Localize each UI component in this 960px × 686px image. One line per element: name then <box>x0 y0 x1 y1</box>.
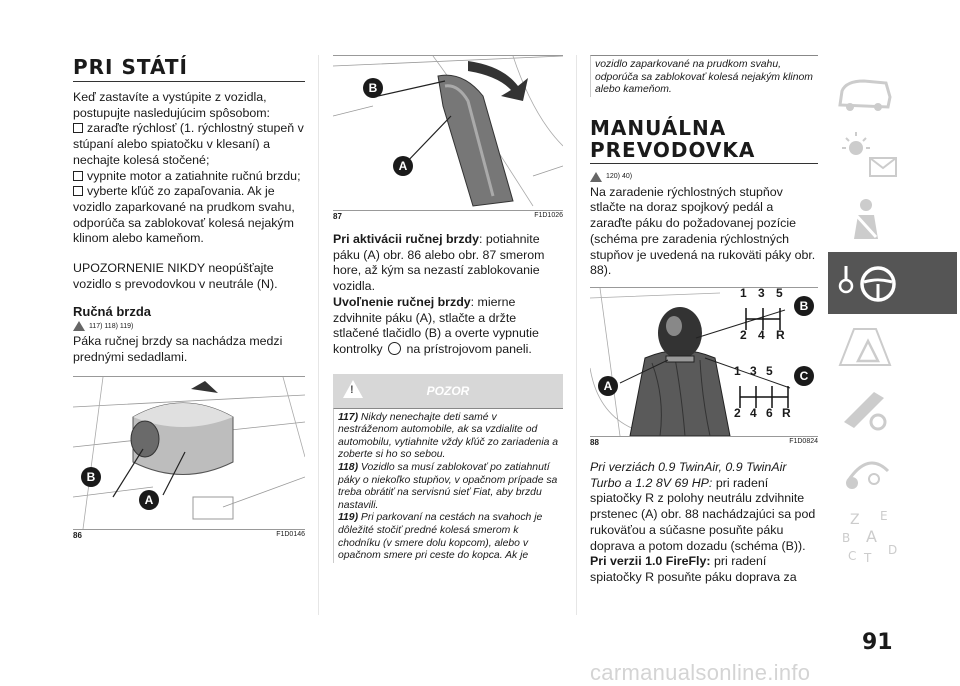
bullet-item: vypnite motor a zatiahnite ručnú brzdu; <box>73 169 305 185</box>
index-letters-icon <box>828 504 957 566</box>
warning-triangle-icon <box>73 321 85 331</box>
sidebar-tab-car-dashboard[interactable] <box>828 63 957 125</box>
sidebar-tab-maintenance[interactable] <box>828 378 957 440</box>
brake-warning-light-icon <box>388 342 401 355</box>
sidebar-tab-multimedia[interactable] <box>828 441 957 503</box>
bullet-item: vyberte kľúč zo zapaľovania. Ak je vozidlo zaparkované na prudkom svahu, odporúča sa zablokovať kolesá nejakým klinom alebo kameňom. <box>73 184 305 247</box>
index-letter: E <box>880 509 888 523</box>
note-item: 119) Pri parkovaní na cestách na svahoch je dôležité stočiť predné kolesá smerom k chodníku (v smere dolu kopcom), alebo v opačnom smere pri ceste do kopca. Ak je <box>338 512 543 562</box>
label-b: B <box>81 467 101 487</box>
sidebar-tab-lights[interactable] <box>828 126 957 188</box>
seatbelt-safety-icon <box>828 189 957 251</box>
index-letter: B <box>842 531 851 545</box>
subheading: Ručná brzda <box>73 304 152 320</box>
warning-text: UPOZORNENIE NIKDY neopúšťajte vozidlo s prevodovkou v neutrále (N). <box>73 261 278 291</box>
sidebar-tab-emergency[interactable] <box>828 315 957 377</box>
figure-87 <box>333 55 563 211</box>
intro-text: Keď zastavíte a vystúpite z vozidla, postupujte nasledujúcim spôsobom: <box>73 90 270 120</box>
column-separator <box>318 55 319 615</box>
light-message-icon <box>828 126 957 188</box>
label-b: B <box>794 296 814 316</box>
paragraph: Páka ručnej brzdy sa nachádza medzi prednými sedadlami. <box>73 334 283 365</box>
index-letter: D <box>888 543 898 557</box>
label-a: A <box>139 490 159 510</box>
sidebar-tab-starting-driving[interactable] <box>828 252 957 314</box>
multimedia-icon <box>828 441 957 503</box>
label-a: A <box>393 156 413 176</box>
section-heading: PRI STÁTÍ <box>73 55 188 79</box>
label-c: C <box>794 366 814 386</box>
paragraph-twinair: Pri verziách 0.9 TwinAir, 0.9 TwinAir Turbo a 1.2 8V 69 HP: pri radení spiatočky R z polohy neutrálu zdvihnite prstenec (A) obr. 88 nachádzajúci sa pod rukoväťou a súčasne posuňte páku doprava a potom dozadu (schéma (B)). <box>590 460 816 553</box>
figure-caption: 86 F1D0146 <box>73 530 305 540</box>
paragraph-release: Uvoľnenie ručnej brzdy: mierne zdvihnite páku (A), stlačte a držte stlačené tlačidlo (B) a overte vypnutie kontrolky na prístrojovom paneli. <box>333 294 539 356</box>
shift-pattern-c <box>740 386 788 408</box>
handbrake-illustration <box>73 377 305 529</box>
bullet-item: zaraďte rýchlosť (1. rýchlostný stupeň v stúpaní alebo spiatočku v klesaní) a nechajte kolesá stočené; <box>73 121 304 167</box>
column-separator <box>576 55 577 615</box>
warning-road-icon <box>828 315 957 377</box>
car-dashboard-icon <box>828 63 957 125</box>
label-b: B <box>363 78 383 98</box>
paragraph: Na zaradenie rýchlostných stupňov stlačte na doraz spojkový pedál a zaraďte páku do požadovanej pozície (schéma pre zaradenia rýchlostných stupňov je uvedená na rukoväti páky obr. 88). <box>590 184 816 278</box>
pattern-c-bottom: 2 4 6 R <box>734 406 794 420</box>
figure-88 <box>590 287 818 437</box>
figure-caption: 87 F1D1026 <box>333 212 563 221</box>
continued-note: vozidlo zaparkované na prudkom svahu, odporúča sa zablokovať kolesá nejakým klinom alebo kameňom. <box>590 55 818 97</box>
maintenance-icon <box>828 378 957 440</box>
index-letter: T <box>864 551 872 565</box>
pattern-c-top: 1 3 5 <box>734 364 776 378</box>
index-letter: C <box>848 549 857 563</box>
note-item: 117) Nikdy nenechajte deti samé v nestráženom automobile, ak sa vzdialite od automobilu, vytiahnite vždy kľúč zo zariadenia a zoberte si ho so sebou. <box>338 411 559 461</box>
watermark: carmanualsonline.info <box>590 660 811 685</box>
warning-triangle-icon <box>590 172 602 182</box>
figure-86 <box>73 376 305 530</box>
warning-refs: 117) 118) 119) <box>73 321 305 331</box>
sidebar-tab-safety[interactable] <box>828 189 957 251</box>
column-3 <box>590 0 818 586</box>
column-1 <box>73 0 305 541</box>
caution-notes <box>333 408 563 563</box>
caution-banner <box>333 374 563 408</box>
pattern-b-bottom: 2 4 R <box>740 328 789 342</box>
paragraph-firefly: Pri verzii 1.0 FireFly: pri radení spiatočky R posuňte páku doprava za <box>590 554 797 584</box>
key-steering-wheel-icon <box>828 252 957 314</box>
note-item: 118) Vozidlo sa musí zablokovať po zatiahnutí páky o niekoľko stupňov, v opačnom prípade sa treba obrátiť na servisnú sieť Fiat, aby brzdu nastavili. <box>338 462 558 511</box>
index-letter: A <box>866 527 877 546</box>
index-letter: Z <box>850 512 860 528</box>
sidebar-tab-index[interactable] <box>828 504 957 566</box>
shift-pattern-b <box>746 308 780 330</box>
page-number: 91 <box>862 630 893 655</box>
warning-refs: 120) 40) <box>590 172 818 182</box>
column-2 <box>333 0 563 563</box>
paragraph-activation: Pri aktivácii ručnej brzdy: potiahnite páku (A) obr. 86 alebo obr. 87 smerom hore, až kým sa nezastí zablokovanie vozidla. <box>333 232 545 294</box>
figure-caption: 88 F1D0824 <box>590 438 818 447</box>
pattern-b-top: 1 3 5 <box>740 286 787 300</box>
label-a: A <box>598 376 618 396</box>
section-heading: MANUÁLNA PREVODOVKA <box>590 115 756 162</box>
caution-title: POZOR <box>426 383 470 398</box>
